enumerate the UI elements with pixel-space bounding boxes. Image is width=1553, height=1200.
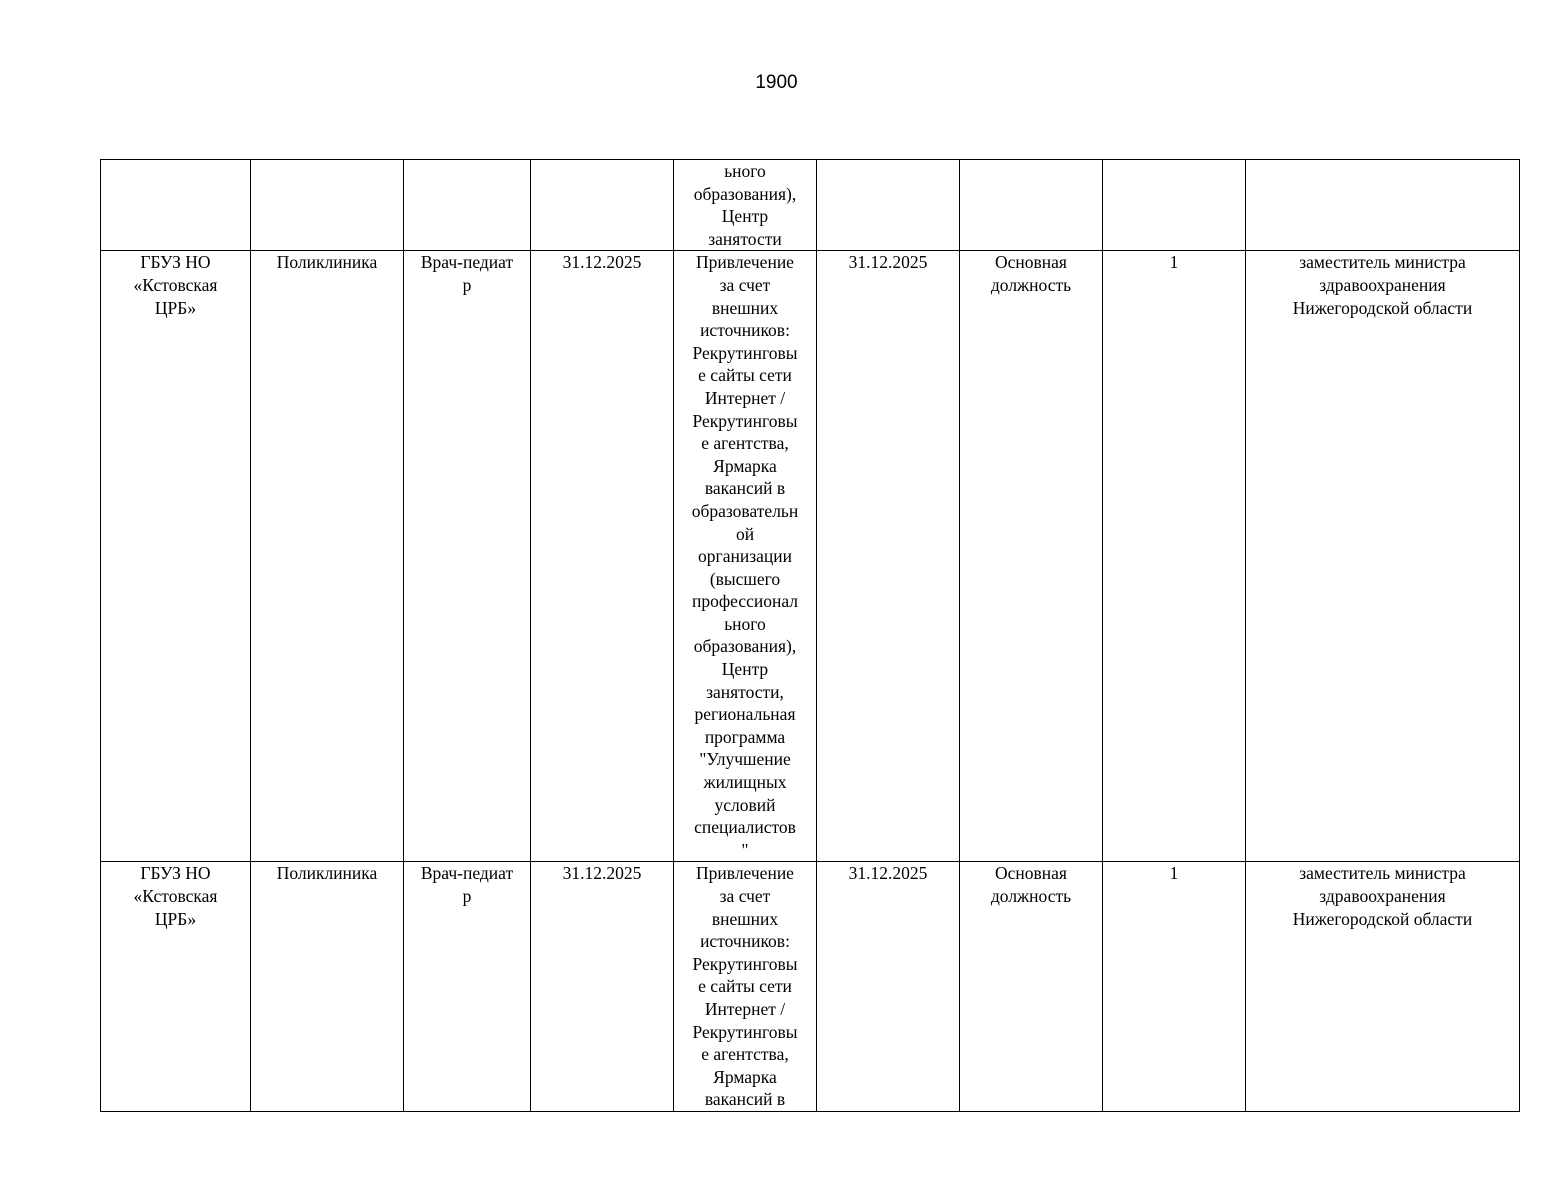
table-cell-organization — [101, 160, 251, 251]
table-cell-count — [1103, 160, 1246, 251]
vacancy-table — [100, 159, 1520, 1112]
table-cell-position — [404, 160, 531, 251]
table-cell-organization: ГБУЗ НО «Кстовская ЦРБ» — [101, 862, 251, 1112]
table-cell-position-type: Основная должность — [960, 251, 1103, 862]
table-cell-measures: ьного образования), Центр занятости — [674, 160, 817, 251]
table-cell-deadline: 31.12.2025 — [817, 862, 960, 1112]
table-cell-measures: Привлечение за счет внешних источников: Рекрутинговы е сайты сети Интернет / Рекрутинговы е агентства, Ярмарка вакансий в — [674, 862, 817, 1112]
table-cell-department — [251, 160, 404, 251]
table-cell-count: 1 — [1103, 862, 1246, 1112]
table-cell-department: Поликлиника — [251, 862, 404, 1112]
table-cell-date — [531, 160, 674, 251]
table-cell-department: Поликлиника — [251, 251, 404, 862]
table-cell-deadline — [817, 160, 960, 251]
table-row — [101, 160, 1520, 251]
page-number: 1900 — [755, 72, 798, 93]
table-row — [101, 862, 1520, 1112]
table-cell-organization: ГБУЗ НО «Кстовская ЦРБ» — [101, 251, 251, 862]
table-cell-position-type — [960, 160, 1103, 251]
table-cell-position: Врач-педиат р — [404, 251, 531, 862]
table-row — [101, 251, 1520, 862]
table-cell-responsible: заместитель министра здравоохранения Нижегородской области — [1246, 862, 1520, 1112]
table-cell-measures: Привлечение за счет внешних источников: Рекрутинговы е сайты сети Интернет / Рекрутинговы е агентства, Ярмарка вакансий в образовательн ой организации (высшего профессионал ьного образования), Центр занятости, региональная программа "Улучшение жилищных условий специалистов " — [674, 251, 817, 862]
table-cell-position: Врач-педиат р — [404, 862, 531, 1112]
table-cell-responsible — [1246, 160, 1520, 251]
table-cell-date: 31.12.2025 — [531, 862, 674, 1112]
table-cell-position-type: Основная должность — [960, 862, 1103, 1112]
table-cell-date: 31.12.2025 — [531, 251, 674, 862]
table-cell-responsible: заместитель министра здравоохранения Нижегородской области — [1246, 251, 1520, 862]
table-cell-count: 1 — [1103, 251, 1246, 862]
table-cell-deadline: 31.12.2025 — [817, 251, 960, 862]
